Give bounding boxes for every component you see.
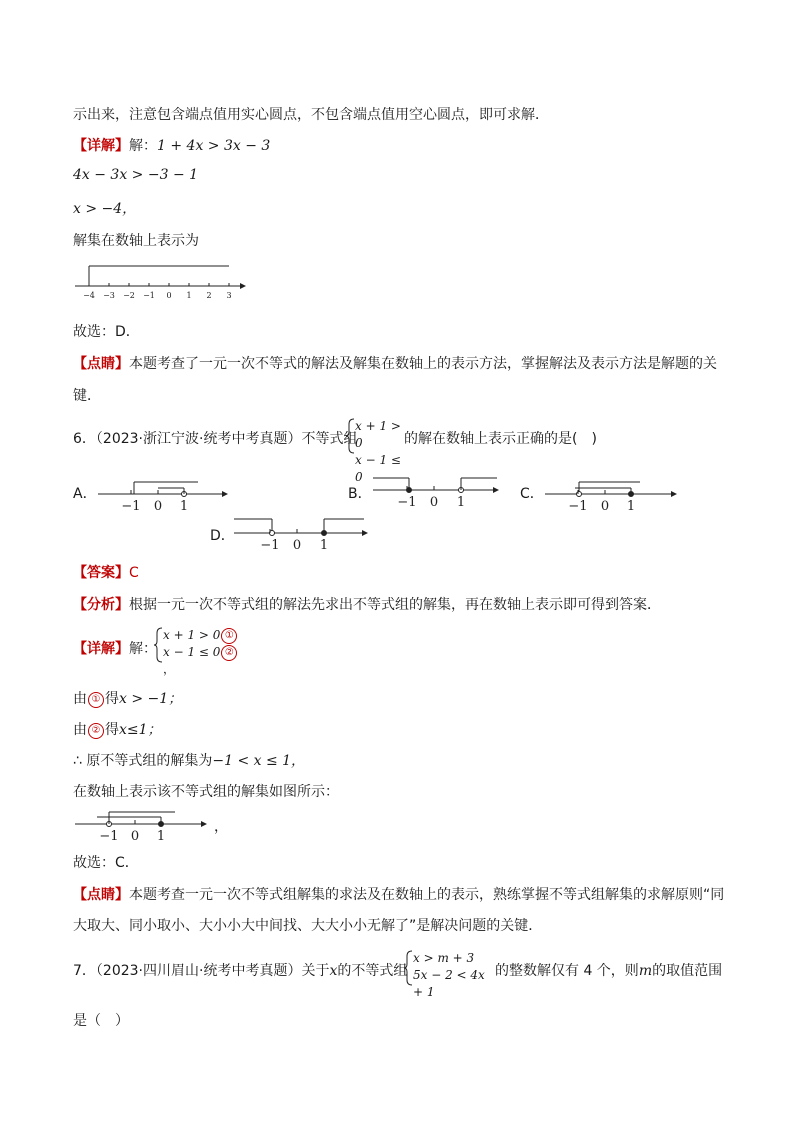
- stem-before: 关于: [301, 963, 330, 979]
- q7-stem-line2: 是（ ）: [73, 1013, 129, 1029]
- option-tick-label: −1: [397, 495, 417, 510]
- q5-step3: x > −4，: [73, 201, 137, 217]
- q6-analysis: [73, 594, 661, 614]
- q6-detail-head: [73, 638, 157, 658]
- option-b-number-line: [373, 476, 503, 514]
- comment-text: 本题考查了一元一次不等式的解法及解集在数轴上的表示方法，掌握解法及表示方法是解题的关: [129, 356, 717, 372]
- q6-from2: [73, 719, 162, 739]
- answer-tag: 【答案】: [73, 565, 129, 581]
- q6-detail-tick-label: 1: [156, 829, 166, 844]
- option-tick-label: 1: [179, 499, 189, 514]
- option-tick-label: 0: [600, 499, 610, 514]
- q5-number-line: [75, 262, 255, 302]
- q7-inequality-system: [404, 950, 496, 999]
- from-label: 由: [73, 691, 87, 707]
- option-a-label: A．: [73, 486, 97, 502]
- comment-tag: 【点睛】: [73, 356, 129, 372]
- detail-prefix: 解：: [129, 641, 157, 657]
- stem-mid: 的不等式组: [337, 963, 408, 979]
- detail-comma: ，: [163, 662, 176, 676]
- q5-choose: 故选：D．: [73, 324, 140, 340]
- comment-tag: 【点睛】: [73, 887, 129, 903]
- option-d-number-line: [234, 513, 374, 553]
- question-source: （2023·浙江宁波·统考中考真题）: [95, 431, 302, 447]
- q5-detail: [73, 135, 270, 155]
- therefore-text: ∴ 原不等式组的解集为: [73, 753, 213, 769]
- sys-line-1: x + 1 > 0: [355, 419, 401, 450]
- option-c-label: C．: [520, 486, 544, 502]
- q6-therefore: [73, 750, 305, 770]
- option-tick-label: 1: [626, 499, 636, 514]
- answer-value: C: [129, 565, 139, 581]
- sys-line-2: x − 1 ≤ 0: [355, 453, 401, 484]
- q6-show-text: 在数轴上表示该不等式组的解集如图所示：: [73, 784, 339, 800]
- option-tick-label: 1: [319, 538, 329, 553]
- q5-tick-label: −2: [123, 291, 135, 300]
- detail-sys-line-1: x + 1 > 0: [163, 628, 221, 642]
- detail-tag: 【详解】: [73, 138, 129, 154]
- sys-line-2: 5x − 2 < 4x + 1: [413, 968, 485, 999]
- q5-tick-label: −1: [143, 291, 155, 300]
- numline-comma: ，: [214, 819, 228, 835]
- q6-comment-line1: [73, 884, 724, 904]
- q5-comment-line1: [73, 353, 717, 373]
- analysis-text: 根据一元一次不等式组的解法先求出不等式组的解集，再在数轴上表示即可得到答案．: [129, 597, 661, 613]
- option-d-label: D．: [210, 528, 235, 544]
- circled-two: ②: [221, 645, 237, 661]
- comment-text: 本题考查一元一次不等式组解集的求法及在数轴上的表示，熟练掌握不等式组解集的求解原则“同: [129, 887, 725, 903]
- stem-before: 不等式组: [301, 431, 358, 447]
- q5-tick-label: 3: [226, 291, 232, 300]
- from-label: 由: [73, 722, 87, 738]
- option-tick-label: −1: [260, 538, 280, 553]
- detail-tag: 【详解】: [73, 641, 129, 657]
- circled-one: ①: [88, 692, 104, 708]
- q5-tick-label: 0: [166, 291, 172, 300]
- q7-stem: [73, 960, 407, 980]
- q6-from1: [73, 688, 182, 708]
- from-after: 得: [105, 691, 119, 707]
- option-c-number-line: [545, 476, 680, 514]
- intro-line: 示出来，注意包含端点值用实心圆点，不包含端点值用空心圆点，即可求解．: [73, 107, 549, 123]
- option-tick-label: 0: [292, 538, 302, 553]
- var-x: x: [329, 963, 338, 979]
- stem-after2: 的取值范围: [652, 963, 723, 979]
- q5-step2: 4x − 3x > −3 − 1: [73, 167, 199, 183]
- solution-set: −1 < x ≤ 1，: [212, 753, 306, 769]
- q5-comment-line2: 键．: [73, 388, 101, 404]
- detail-sys-line-2: x − 1 ≤ 0: [163, 645, 221, 659]
- option-tick-label: 0: [429, 495, 439, 510]
- option-tick-label: 0: [153, 499, 163, 514]
- detail-prefix: 解：: [129, 138, 157, 154]
- option-tick-label: −1: [121, 499, 141, 514]
- q5-tick-label: 2: [206, 291, 212, 300]
- q6-comment-line2: 大取大、同小取小、大小小大中间找、大大小小无解了”是解决问题的关键．: [73, 918, 543, 934]
- q6-inequality-system: [346, 418, 406, 484]
- from1-expr: x > −1；: [119, 691, 183, 707]
- from2-expr: x≤1；: [119, 722, 162, 738]
- stem-after1: 的整数解仅有 4 个，则: [495, 963, 639, 979]
- q6-stem: [73, 428, 357, 448]
- option-tick-label: −1: [568, 499, 588, 514]
- q5-tick-label: −3: [103, 291, 115, 300]
- q5-tick-label: 1: [186, 291, 192, 300]
- circled-one: ①: [221, 628, 237, 644]
- question-source: （2023·四川眉山·统考中考真题）: [95, 963, 302, 979]
- option-a-number-line: [98, 476, 233, 514]
- question-number: 6．: [73, 431, 96, 447]
- from-after: 得: [105, 722, 119, 738]
- q6-detail-tick-label: 0: [130, 829, 140, 844]
- question-number: 7．: [73, 963, 96, 979]
- option-tick-label: 1: [456, 495, 466, 510]
- q5-step1: 1 + 4x > 3x − 3: [157, 138, 271, 154]
- option-b-label: B．: [348, 486, 372, 502]
- q6-detail-number-line: [75, 804, 225, 846]
- q6-choose: 故选：C．: [73, 855, 139, 871]
- q6-stem-after: 的解在数轴上表示正确的是( ): [404, 431, 597, 447]
- circled-two: ②: [88, 723, 104, 739]
- q5-tick-label: −4: [83, 291, 95, 300]
- q6-detail-system: [154, 627, 244, 676]
- q6-detail-tick-label: −1: [99, 829, 119, 844]
- q5-numline-text: 解集在数轴上表示为: [73, 233, 199, 249]
- var-m: m: [638, 963, 653, 979]
- q6-answer: [73, 562, 139, 582]
- analysis-tag: 【分析】: [73, 597, 129, 613]
- sys-line-1: x > m + 3: [413, 951, 475, 965]
- q7-stem-after: [495, 960, 722, 980]
